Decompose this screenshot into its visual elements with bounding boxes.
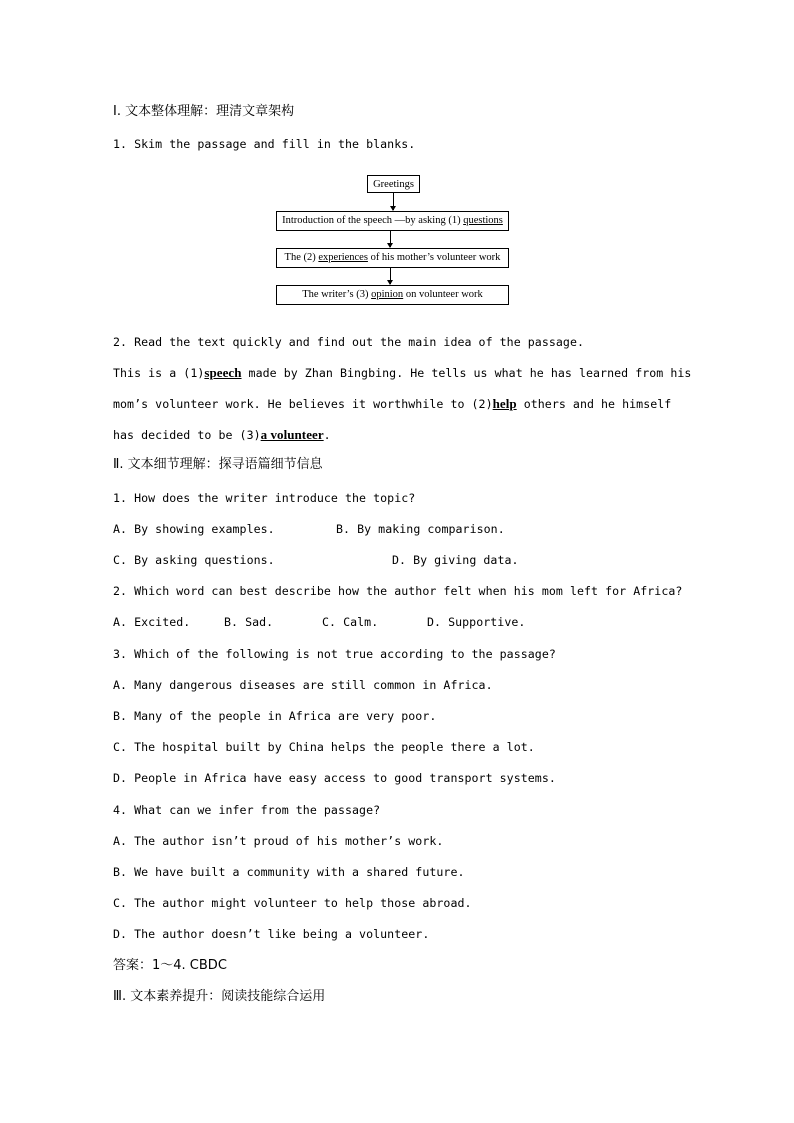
question-1-option-b: B. By making comparison. bbox=[336, 522, 505, 536]
question-2-option-c: C. Calm. bbox=[322, 615, 379, 629]
question-1-stem: 1. How does the writer introduce the topic? bbox=[113, 491, 416, 505]
question-3-option-a: A. Many dangerous diseases are still common in Africa. bbox=[113, 678, 493, 692]
section-1-heading: Ⅰ. 文本整体理解：理清文章架构 bbox=[113, 104, 295, 119]
question-2-option-a: A. Excited. bbox=[113, 615, 191, 629]
main-idea-answer-1: speech bbox=[204, 365, 242, 380]
main-idea-answer-2: help bbox=[492, 396, 517, 411]
main-idea-line-1: This is a (1)speech made by Zhan Bingbing. He tells us what he has learned from his bbox=[113, 365, 692, 380]
flowchart-answer-2: experiences bbox=[318, 252, 368, 263]
answer-key: 答案：1～4. CBDC bbox=[113, 958, 227, 973]
question-4-option-b: B. We have built a community with a shared future. bbox=[113, 865, 465, 879]
question-2-option-b: B. Sad. bbox=[224, 615, 274, 629]
flowchart-arrow-down-icon bbox=[390, 231, 391, 247]
flowchart-box-opinion: The writer’s (3) opinion on volunteer work bbox=[276, 285, 509, 305]
question-1-option-c: C. By asking questions. bbox=[113, 553, 275, 567]
question-3-option-c: C. The hospital built by China helps the people there a lot. bbox=[113, 740, 535, 754]
flowchart-answer-1: questions bbox=[463, 215, 503, 226]
question-3-option-b: B. Many of the people in Africa are very poor. bbox=[113, 709, 437, 723]
task-1-instruction: 1. Skim the passage and fill in the blanks. bbox=[113, 137, 416, 151]
main-idea-answer-3: a volunteer bbox=[260, 427, 324, 442]
section-3-heading: Ⅲ. 文本素养提升：阅读技能综合运用 bbox=[113, 989, 326, 1004]
flowchart-arrow-down-icon bbox=[390, 268, 391, 284]
question-1-option-a: A. By showing examples. bbox=[113, 522, 275, 536]
flowchart-arrow-down-icon bbox=[393, 193, 394, 210]
flowchart-box-greetings: Greetings bbox=[367, 175, 420, 193]
question-2-stem: 2. Which word can best describe how the author felt when his mom left for Africa? bbox=[113, 584, 683, 598]
task-2-instruction: 2. Read the text quickly and find out the main idea of the passage. bbox=[113, 335, 585, 349]
question-2-option-d: D. Supportive. bbox=[427, 615, 526, 629]
question-4-option-d: D. The author doesn’t like being a volunteer. bbox=[113, 927, 430, 941]
flowchart-box-experiences: The (2) experiences of his mother’s volunteer work bbox=[276, 248, 509, 268]
question-3-stem: 3. Which of the following is not true according to the passage? bbox=[113, 647, 556, 661]
main-idea-line-2: mom’s volunteer work. He believes it worthwhile to (2)help others and he himself bbox=[113, 396, 672, 411]
flowchart-answer-3: opinion bbox=[371, 289, 404, 300]
question-1-option-d: D. By giving data. bbox=[392, 553, 519, 567]
question-4-stem: 4. What can we infer from the passage? bbox=[113, 803, 381, 817]
question-3-option-d: D. People in Africa have easy access to good transport systems. bbox=[113, 771, 556, 785]
main-idea-line-3: has decided to be (3)a volunteer. bbox=[113, 427, 331, 442]
question-4-option-c: C. The author might volunteer to help those abroad. bbox=[113, 896, 472, 910]
question-4-option-a: A. The author isn’t proud of his mother’s work. bbox=[113, 834, 444, 848]
section-2-heading: Ⅱ. 文本细节理解：探寻语篇细节信息 bbox=[113, 457, 323, 472]
flowchart-box-introduction: Introduction of the speech —by asking (1) questions bbox=[276, 211, 509, 231]
